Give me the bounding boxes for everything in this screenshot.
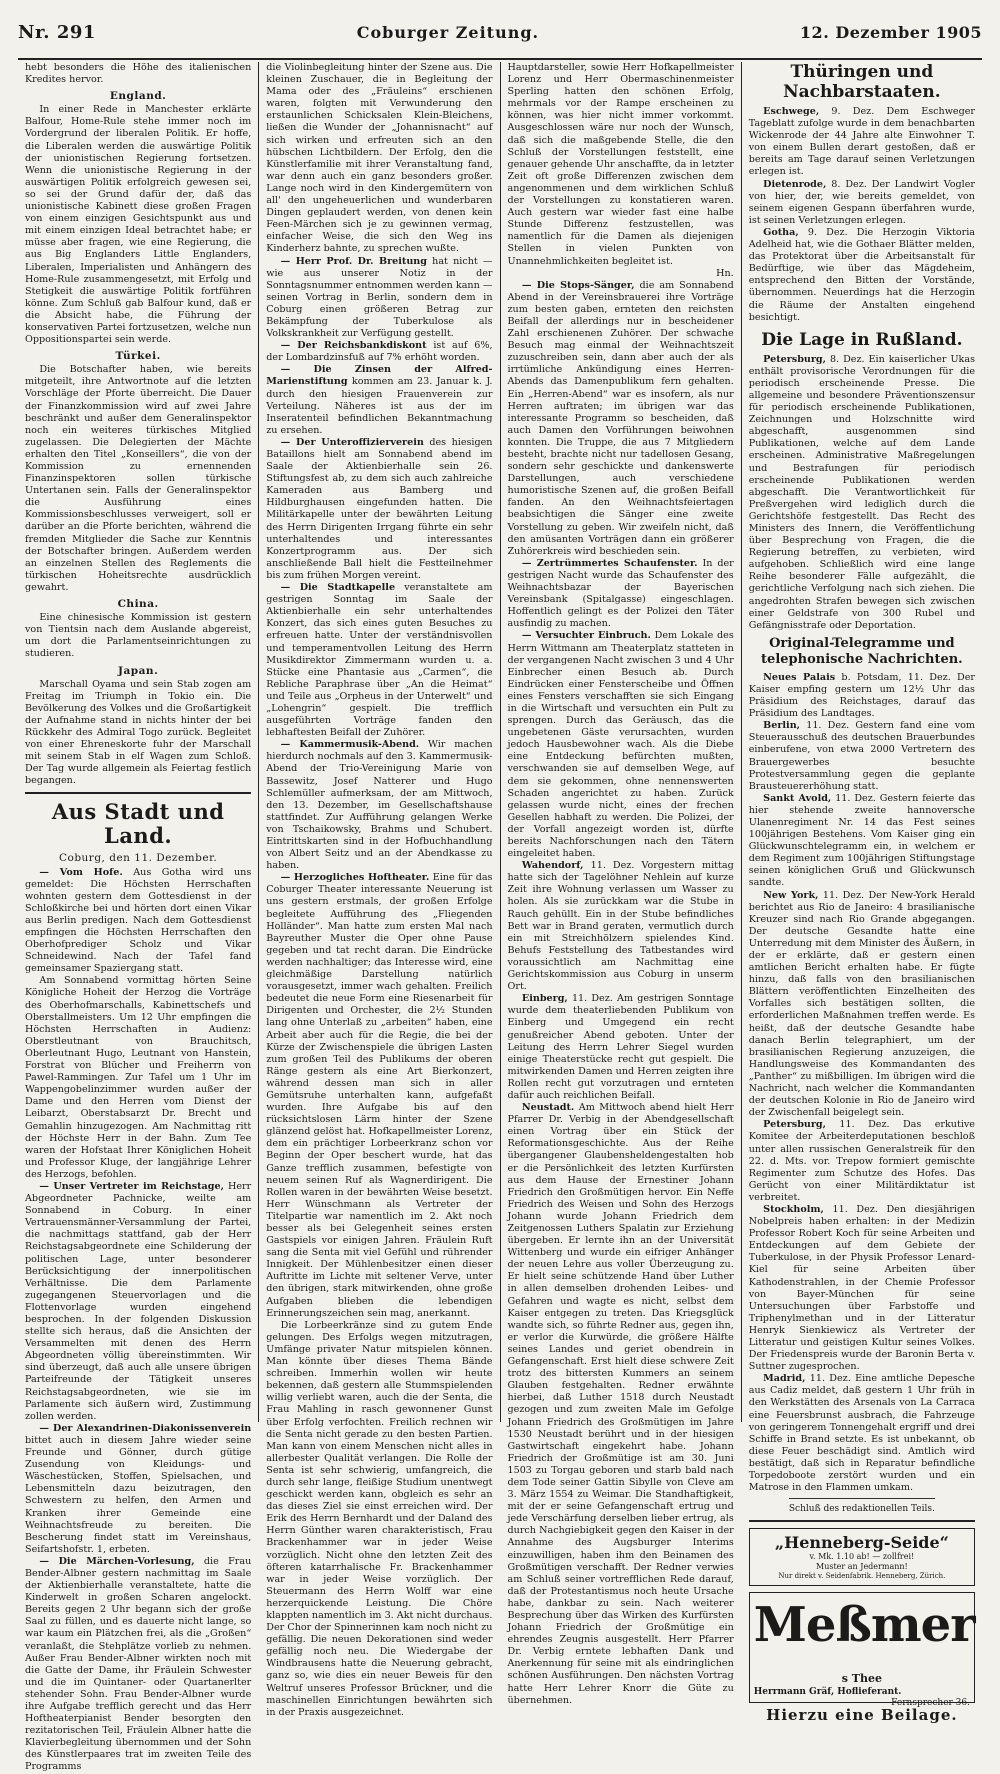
article bbox=[25, 867, 251, 976]
article-text: 11. Dez. Eine amtliche Depesche aus Cadiz meldet, daß gestern 1 Uhr früh in den Werkstätten des Arsenals von La Carraca eine Feuersbrunst ausbrach, die Fahrzeuge von geringerem Tonnengehalt ergriff und drei Schiffe in Brand setzte. Es ist unbekannt, ob diese Feuer beschädigt sind. Amtlich wird bestätigt, daß sich in Reparatur befindliche Torpedoboote zerstört wurden und ein Matrose in den Flammen umkam. bbox=[748, 1373, 975, 1494]
article-text: b. Potsdam, 11. Dez. Der Kaiser empfing gestern um 12½ Uhr das Präsidium des Reichstages, darauf das Präsidium des Landtages. bbox=[748, 671, 975, 720]
article-text: 9. Dez. Dem Eschweger Tageblatt zufolge wurde in dem benachbarten Wickenrode der 44 Jahre alte Einwohner T. von einem Bullen derart gestoßen, daß er bereits am Tage darauf seinen Verletzungen erlegen ist. bbox=[748, 106, 975, 178]
article-keyword: Petersburg, bbox=[763, 353, 826, 365]
article bbox=[749, 354, 975, 632]
article bbox=[25, 1181, 251, 1423]
article-text: 11. Dez. Gestern feierte das hier stehende zweite hannoversche Ulanenregiment Nr. 14 das Fest seines 100jährigen Bestehens. Vom Kaiser ging ein Glückwunschtelegramm ein, in welchem er dem Regiment zum 100jährigen Stiftungstage seinen königlichen Gruß und Glückwunsch sandte. bbox=[748, 792, 975, 889]
article bbox=[749, 179, 975, 227]
ad-brand: Meßmer bbox=[753, 1597, 975, 1654]
paragraph: die Violinbegleitung hinter der Szene aus. Die kleinen Zuschauer, die in Begleitung der Mama oder des „Fräuleins“ erschienen waren, folgten mit Verwunderung den erstaunlichen Schicksalen Klein-Bleichens, ließen die Wunder der „Johannisnacht“ auf sich wirken und erfreuten sich an den hübschen Lichtbildern. Der Erfolg, den die Künstlerfamilie mit ihrer Veranstaltung fand, war denn auch ein ganz besonders großer. Lange noch wird in den Kindergemütern von all' den ungeheuerlichen und wunderbaren Dingen geplaudert werden, von denen kein Feen-Märchen sich je zu gewinnen vermag, einfacher Weise, die sich den Weg ins Kinderherz bahnte, zu sprechen wußte. bbox=[266, 62, 493, 255]
article-text: Dem Lokale des Herrn Wittmann am Theaterplatz statteten in der vergangenen Nacht zwischen 3 und 4 Uhr Einbrecher einen Besuch ab. Durch Eindrücken einer Fensterscheibe und Öffnen eines Fensters verschafften sie sich Eingang in die Wirtschaft und versuchten ein Pult zu sprengen. Durch das Geräusch, das die ungebetenen Gäste verursachten, wurden jedoch Hausbewohner wach. Als die Diebe eine Entdeckung befürchten mußten, verschwanden sie auf demselben Wege, auf dem sie gekommen, ohne nennenswerten Schaden angerichtet zu haben. Zurück gelassen wurde nicht, eines der frechen Gesellen habhaft zu werden. Die Polizei, der der Vorfall angezeigt worden ist, dürfte bereits Nachforschungen nach den Tätern eingeleitet haben. bbox=[507, 630, 734, 860]
article-keyword: Madrid, bbox=[763, 1373, 806, 1385]
article-text: In der gestrigen Nacht wurde das Schaufenster des Weihnachtsbazar der Bayerischen Vereinsbank (Spitalgasse) eingeschlagen. Hoffentlich gelingt es der Polizei den Täter ausfindig zu machen. bbox=[507, 557, 734, 630]
article-keyword: Neues Palais bbox=[763, 671, 836, 683]
article bbox=[266, 364, 492, 437]
article-text: 11. Dez. Am gestrigen Sonntage wurde dem theaterliebenden Publikum von Einberg und Umgegend ein recht genußreicher Abend geboten. Unter der Leitung des Herrn Lehrer Siegel wurden einige Theaterstücke recht gut gespielt. Die mitwirkenden Damen und Herren zeigten ihre Rollen recht gut vorzutragen und ernteten dafür auch reichlichen Beifall. bbox=[507, 993, 734, 1101]
article-text: Wir machen hierdurch nochmals auf den 3. Kammermusik-Abend der Trio-Vereinigung Marie von Bassewitz, Josef Natterer und Hugo Schlemüller aufmerksam, der am Mittwoch, den 13. Dezember, im Gesellschaftshause stattfindet. Zur Aufführung gelangen Werke von Tschaikowsky, Brahms und Schubert. Eintrittskarten sind in der Hofbuchhandlung von Albert Seitz und an der Abendkasse zu haben. bbox=[266, 739, 493, 872]
article-keyword: — Die Märchen-Vorlesung, bbox=[39, 1555, 195, 1567]
article-keyword: — Herzogliches Hoftheater. bbox=[280, 872, 430, 884]
article-text: 9. Dez. Die Herzogin Viktoria Adelheid hat, wie die Gothaer Blätter melden, das Protektorat über die Arbeitsanstalt für Bedürftige, wie über das Mägdeheim, entsprechend den Bitten der Vorstände, übernommen. Neuerdings hat die Herzogin die Räume der Anstalten eingehend besichtigt. bbox=[748, 226, 975, 323]
article bbox=[508, 860, 734, 993]
ad-dealer-line bbox=[753, 1687, 970, 1709]
article bbox=[749, 793, 975, 890]
article bbox=[749, 227, 975, 324]
article bbox=[508, 1102, 734, 1707]
masthead-rule bbox=[18, 58, 982, 60]
article-keyword: Petersburg, bbox=[763, 1119, 826, 1131]
article-text: 8. Dez. Der Landwirt Vogler von hier, der, wie bereits gemeldet, von seinem eigenen Gespann überfahren wurde, ist seinen Verletzungen erlegen. bbox=[748, 178, 975, 226]
article-text: kommen am 23. Januar k. J. durch den hiesigen Frauenverein zur Verteilung. Näheres ist aus der im Inseratenteil befindlichen Bekanntmachung zu ersehen. bbox=[266, 376, 493, 436]
article-text: veranstaltete am gestrigen Sonntag im Saale der Aktienbierhalle ein sehr unterhaltendes Konzert, das sich eines guten Besuches zu erfreuen hatte. Unter der verständnisvollen und temperamentvollen Leitung des Herrn Musikdirektor Zimmermann wurden u. a. Stücke eine Phantasie aus „Carmen“, die Rebliche Paraphrase über „An die Heimat“ und Teile aus „Orpheus in der Unterwelt“ und „Lohengrin“ gespielt. Die trefflich ausgeführten Vorträge fanden den lebhaftesten Beifall der Zuhörer. bbox=[266, 582, 493, 739]
newspaper-title: Coburger Zeitung. bbox=[356, 23, 540, 42]
article bbox=[266, 872, 492, 1319]
article-keyword: — Der Unteroffizierverein bbox=[280, 436, 424, 448]
article-text: 11. Dez. Der New-York Herald berichtet aus Rio de Janeiro: 4 brasilianische Kreuzer sind nach Rio Grande abgegangen. Der deutsche Gesandte hatte eine Unterredung mit dem Minister des Äußern, in der er erklärte, daß er gestern einen amtlichen Bericht erhalten habe. Er fügte hinzu, daß falls von den brasilianischen Blättern veröffentlichten Einzelheiten des Vorfalles sich bestätigen sollten, die erforderlichen Maßnahmen treffen werde. Es heißt, daß der deutsche Gesandte habe danach Berlin telegraphiert, um der brasilianischen Regierung anzuzeigen, die Handlungsweise des Kommandanten des „Panther“ zu mißbilligen. Im übrigen wird die Nachricht, nach welcher die Kommandanten der deutschen Kolonie in Rio de Janeiro wird der Zwischenfall beigelegt sein. bbox=[748, 889, 975, 1119]
paragraph: Am Sonnabend vormittag hörten Seine Königliche Hoheit der Herzog die Vorträge des Oberhofmarschalls, Kabinettschefs und Oberstallmeisters. Um 12 Uhr empfingen die Höchsten Herrschaften in Audienz: Oberstleutnant von Brauchitsch, Oberleutnant Hugo, Leutnant von Hanstein, Forstrat von Blücher und Freiherrn von Pawel-Rammingen. Zur Tafel um 1 Uhr im Wappengobelinzimmer wurden außer der Dame und den Herren vom Dienst der Leibarzt, Oberstabsarzt Dr. Brecht und Gemahlin hinzugezogen. Am Nachmittag ritt der Höchste Herr in der Bahn. Zum Tee waren der Hofstaat Ihrer Königlichen Hoheit und Professor Kluge, der langjährige Lehrer des Herzogs, befohlen. bbox=[25, 975, 252, 1180]
article bbox=[266, 582, 492, 739]
article-keyword: — Zertrümmertes Schaufenster. bbox=[521, 557, 698, 569]
article-keyword: Neustadt. bbox=[521, 1102, 575, 1114]
ad-samples: Muster an Jedermann! bbox=[816, 1562, 908, 1572]
headline-stadt-und-land: Aus Stadt und Land. bbox=[51, 799, 225, 849]
article-keyword: — Vom Hofe. bbox=[39, 866, 123, 878]
article bbox=[749, 672, 975, 720]
headline-telegramme: Original-Telegramme und telephonische Nachrichten. bbox=[761, 635, 963, 667]
section-heading-tuerkei: Türkei. bbox=[115, 350, 161, 363]
article-keyword: New York, bbox=[763, 889, 819, 901]
divider bbox=[25, 792, 251, 794]
article bbox=[749, 1119, 975, 1204]
paragraph: hebt besonders die Höhe des italienischen Kredites hervor. bbox=[25, 62, 252, 86]
article-text: des hiesigen Bataillons hielt am Sonnabend abend im Saale der Aktienbierhalle sein 26. Stiftungsfest ab, zu dem sich auch zahlreiche Kameraden aus Bamberg und Hildburghausen eingefunden hatten. Die Militärkapelle unter der bewährten Leitung des Herrn Dirigenten Irrgang führte ein sehr unterhaltendes und interessantes Konzertprogramm aus. Der sich anschließende Ball hielt die Festteilnehmer bis zum frühen Morgen vereint. bbox=[266, 436, 493, 581]
article-keyword: — Die Zinsen der Alfred-Marienstiftung bbox=[266, 364, 493, 388]
ad-price: v. Mk. 1.10 ab! — zollfrei! bbox=[809, 1552, 915, 1562]
section-heading-japan: Japan. bbox=[118, 664, 159, 677]
headline-thueringen: Thüringen und Nachbarstaaten. bbox=[783, 62, 941, 102]
ad-title: „Henneberg-Seide“ bbox=[774, 1533, 949, 1553]
article bbox=[749, 106, 975, 179]
article-text: 11. Dez. Vorgestern mittag hatte sich der Tagelöhner Nehlein auf kurze Zeit ihre Wohnung verlassen um Wasser zu holen. Als sie zurückkam war die Stube in Rauch gehüllt. Ein in der Stube befindliches Bett war in Brand geraten, vermutlich durch ein mit Streichhölzern spielendes Kind. Behufs Feststellung des Tatbestandes wird voraussichtlich am Nachmittag eine Gerichtskommission aus Coburg in unserm Ort. bbox=[507, 860, 734, 993]
ad-source: Nur direkt v. Seidenfabrik. Henneberg, Zürich. bbox=[778, 1572, 946, 1581]
column-1 bbox=[18, 62, 259, 1773]
article bbox=[266, 437, 492, 582]
end-of-editorial-note: Schluß des redaktionellen Teils. bbox=[788, 1504, 935, 1515]
article-text: ist auf 6%, der Lombardzinsfuß auf 7% erhöht worden. bbox=[266, 340, 493, 364]
article-text: hat nicht — wie aus unserer Notiz in der Sonntagsnummer entnommen werden kann — seinen Vortrag in Berlin, sondern dem in Coburg einen größeren Betrag zur Bekämpfung der Tuberkulose als Volkskrankheit zur Verfügung gestellt. bbox=[266, 255, 493, 340]
paragraph: In einer Rede in Manchester erklärte Balfour, Home-Rule stehe immer noch im Vordergrund der liberalen Politik. Er hoffe, die Liberalen werden die auswärtige Politik der unionistischen Regierung fortsetzen. Wenn die unionistische Regierung in der auswärtigen Politik erfolgreich gewesen sei, so sei der Grund dafür der, daß das unionistische Kabinett diese großen Fragen von einem einzigen Gesichtspunkt aus und mit einem einzigen Ideal betrachtet habe; er müsse aber fragen, wie eine Regierung, die aus Big Englanders Little Englanders, Liberalen, Imperialisten und Anhängern des Home-Rule zusammengesetzt, mit Erfolg und Stetigkeit die auswärtige Politik fortführen könne. Zum Schluß gab Balfour kund, daß er die Absicht habe, die Führung der konservativen Partei fortzusetzen, welche nun Oppositionspartei sein werde. bbox=[25, 104, 252, 346]
article-keyword: — Der Alexandrinen-Diakonissenverein bbox=[39, 1422, 252, 1434]
paragraph: Marschall Oyama und sein Stab zogen am Freitag im Triumph in Tokio ein. Die Bevölkerung des Volkes und die Großartigkeit der Aufnahme stand in nichts hinter der bei Rückkehr des Admiral Togo zurück. Begleitet von einer Ehreneskorte fuhr der Marschall mit seinem Stab in elf Wagen zum Schloß. Der Tag wurde allgemein als Feiertag festlich begangen. bbox=[25, 678, 252, 787]
article bbox=[749, 1373, 975, 1494]
ad-phone: Fernsprecher 36. bbox=[891, 1698, 970, 1709]
paragraph: Hauptdarsteller, sowie Herr Hofkapellmeister Lorenz und Herr Obermaschinenmeister Sperling hatten den schönen Erfolg, mehrmals vor der Rampe erscheinen zu können, was hier nicht immer vorkommt. Ausgeschlossen wäre nur noch der Wunsch, daß sich die maßgebende Stelle, die den Schluß der Vorstellungen feststellt, eine genauer gehende Uhr anschaffte, da in letzter Zeit oft große Differenzen zwischen dem angenommenen und dem wirklichen Schluß der Vorstellungen zu konstatieren waren. Auch gestern war wieder fast eine halbe Stunde Differenz festzustellen, was namentlich für die Damen als diejenigen Stellen in vielen Punkten von Unannehmlichkeiten begleitet ist. bbox=[507, 62, 734, 267]
ad-brand-sub: s Thee bbox=[841, 1672, 882, 1686]
article-keyword: Dietenrode, bbox=[763, 178, 827, 190]
paragraph: Eine chinesische Kommission ist gestern von Tientsin nach dem Auslande abgereist, um dort die Parlamentseinrichtungen zu studieren. bbox=[25, 612, 252, 660]
paragraph: Die Botschafter haben, wie bereits mitgeteilt, ihre Antwortnote auf die letzten Vorschläge der Pforte überreicht. Die Dauer der Finanzkommission wird auf zwei Jahre beschränkt und außer dem Generalinspektor noch ein weiteres türkisches Mitglied zugelassen. Die Delegierten der Mächte erhalten den Titel „Konseillers“, die von der Kommission zu ernennenden Finanzinspektoren sollen türkische Untertanen sein. Falls der Generalinspektor die Ausführung eines Kommissionsbeschlusses verweigert, soll er darüber an die Pforte berichten, während die fremden Mitglieder die Sache zur Kenntnis der Botschafter bringen. Außerdem werden an einzelnen Stellen des Reglements die türkischen Hoheitsrechte ausdrücklich gewahrt. bbox=[25, 364, 252, 593]
article-keyword: Stockholm, bbox=[763, 1203, 824, 1215]
article-keyword: Wahendorf, bbox=[521, 860, 584, 872]
article-keyword: — Kammermusik-Abend. bbox=[280, 739, 420, 751]
article-keyword: — Versuchter Einbruch. bbox=[521, 630, 651, 642]
article bbox=[25, 1423, 251, 1556]
paragraph: Die Lorbeerkränze sind zu gutem Ende gelungen. Des Erfolgs wegen mitzutragen, Umfänge privater Natur mitspielen können. Man könnte über dieses Thema Bände schreiben. Immerhin wollen wir heute bekennen, daß gestern alle Stummspielenden willig verliebt waren, auch die der Senta, die Frau Mahling in rasch gewonnener Gunst über Erfolg verfochten. Freilich rechnen wir die Senta nicht gerade zu den besten Partien. Man kann von einem Menschen nicht alles in allerbester Qualität verlangen. Die Rolle der Senta ist sehr schwierig, umfangreich, die durch sehr lange, fleißige Studium unentwegt geschickt werden kann, obgleich es sehr an das dieses Ziel sie einst erreichen wird. Der Erik des Herrn Bernhardt und der Daland des Herrn Günther waren charakteristisch, Frau Brackenhammer war in jeder Weise vorzüglich. Nicht ohne den letzten Zeit des öfteren katarrhalische Fr. Brackenhammer war in jeder Weise vorzüglich. Der Steuermann des Herrn Wolff war eine herzerquickende Leistung. Die Chöre klappten namentlich im 3. Akt nicht durchaus. Der Chor der Spinnerinnen kam noch nicht zu gefällig. Die neuen Dekorationen sind weder gefällig noch neu. Die Wiedergabe der Windbrausens hatte die Neuerung gebracht, ganz so, wie dies ein neuer Beweis für den Weltruf unseres Professor Brückner, und die maschinellen Einrichtungen bewährten sich in der Praxis ausgezeichnet. bbox=[266, 1319, 493, 1718]
article-keyword: — Die Stops-Sänger, bbox=[521, 279, 635, 291]
article-text: Herr Abgeordneter Pachnicke, weilte am Sonnabend in Coburg. In einer Vertrauensmänner-Versammlung der Partei, die nachmittags stattfand, gab der Herr Reichstagsabgeordnete eine Schilderung der politischen Lage, unter besonderer Berücksichtigung der innerpolitischen Verhältnisse. Die dem Parlamente zugegangenen Steuervorlagen und die Flottenvorlage wurden eingehend besprochen. In der folgenden Diskussion stellte sich heraus, daß die Ansichten der Versammelten mit denen des Herrn Abgeordneten völlig übereinstimmten. Wir sind überzeugt, daß auch alle unsere übrigen Parteifreunde der Tätigkeit unseres Reichstagsabgeordneten, wie sie im Parlamente sich äußern wird, Zustimmung zollen werden. bbox=[25, 1180, 252, 1422]
article-text: die Frau Bender-Albner gestern nachmittag im Saale der Aktienbierhalle veranstaltete, hatte die Kinderwelt in großen Scharen angelockt. Bereits gegen 2 Uhr begann sich der große Saal zu füllen, und es dauerte nicht lange, so war kaum ein Plätzchen frei, als die „Großen“ veranlaßt, die Stehplätze vorlieb zu nehmen. Außer Frau Bender-Albner wirkten noch mit die Gatte der Dame, ihr Fräulein Schwester und die im Quintaner- oder Quartanerlter stehender Sohn. Frau Bender-Albner wurde ihre Aufgabe trefflich gerecht und das Herr Hoftheaterpianist Bender besorgten den rezitatorischen Teil, Fräulein Albner hatte die Klavierbegleitung übernommen und der Sohn des Künstlerpaares trat im zweiten Teile des Programms bbox=[25, 1555, 252, 1773]
article-text: 8. Dez. Ein kaiserlicher Ukas enthält provisorische Verordnungen für die periodisch erscheinende Presse. Die allgemeine und besondere Präventionszensur für periodisch erscheinende Publikationen, Zeichnungen und Holzschnitte wird abgeschafft, ausgenommen sind Publikationen, welche auf dem Lande erscheinen. Administrative Maßregelungen und Bestrafungen für periodisch erscheinende Publikationen werden abgeschafft. Die Verantwortlichkeit für Preßvergehen wird lediglich durch die Gerichtshöfe festgestellt. Das Recht des Ministers des Innern, die Veröffentlichung über Besprechung von Fragen, die die Regierung betreffen, zu verbieten, wird aufgehoben. Schließlich wird eine lange Reihe besonderer Fälle aufgezählt, die gerichtliche Verfolgung nach sich ziehen. Die angedrohten Strafen bewegen sich zwischen einer Geldstrafe von 300 Rubel und Gefängnisstrafe oder Deportation. bbox=[748, 353, 975, 631]
dateline: Coburg, den 11. Dezember. bbox=[58, 852, 218, 865]
divider bbox=[789, 1498, 935, 1499]
article-keyword: Berlin, bbox=[763, 720, 801, 732]
section-heading-england: England. bbox=[109, 90, 167, 103]
article-keyword: Gotha, bbox=[763, 226, 799, 238]
article bbox=[266, 256, 492, 341]
article-text: bittet auch in diesem Jahre wieder seine Freunde und Gönner, durch gütige Zusendung von Kleidungs- und Wäschestücken, Stoffen, Spielsachen, und Lebensmitteln dazu beizutragen, den Schwestern zu helfen, den Armen und Kranken ihrer Gemeinde eine Weihnachtsfreude zu bereiten. Die Bescherung findet statt im Vereinshaus, Seifartshofstr. 1, erbeten. bbox=[25, 1434, 252, 1555]
ad-dealer: Herrmann Gräf, Hoflieferant. bbox=[753, 1687, 902, 1698]
article-text: die am Sonnabend Abend in der Vereinsbrauerei ihre Vorträge zum besten gaben, ernteten den reichsten Beifall der allerdings nur in bescheidener Zahl erschienenen Zuhörer. Der schwache Besuch mag einmal der Weihnachtszeit zuzuschreiben sein, dann aber auch der als irrtümliche Ankündigung eines Herren-Abends das Damenpublikum fern gehalten. Ein „Herren-Abend“ war es insofern, als nur Herren auftraten; im übrigen war das interessante Programm so bescheiden, daß auch Damen den Vorführungen beiwohnen konnten. Die Truppe, die aus 7 Mitgliedern besteht, brachte nicht nur tadellosen Gesang, sondern sehr geschickte und dankenswerte Darstellungen, auch verschiedene humoristische Szenen auf, die großen Beifall fanden. An den Weihnachtsfeiertagen beabsichtigen die Sänger eine zweite Vorstellung zu geben. Wir zweifeln nicht, daß den amüsanten Vorträgen dann ein größerer Zuhörerkreis wird beschieden sein. bbox=[507, 279, 734, 557]
columns bbox=[18, 62, 982, 1773]
article-keyword: Einberg, bbox=[521, 993, 568, 1005]
article-keyword: — Unser Vertreter im Reichstage, bbox=[39, 1180, 224, 1192]
article bbox=[749, 1204, 975, 1373]
advertisement-henneberg bbox=[749, 1528, 975, 1586]
article bbox=[508, 630, 734, 860]
article bbox=[749, 720, 975, 793]
article-keyword: — Der Reichsbankdiskont bbox=[280, 340, 427, 352]
column-4 bbox=[742, 62, 982, 1725]
article-text: Eine für das Coburger Theater interessante Neuerung ist uns gestern erstmals, der großen Erfolge begleitete Aufführung des „Fliegenden Holländer“. Man hatte zum ersten Mal nach Bayreuther Muster die Oper ohne Pause gegeben und tat recht daran. Die Eindrücke werden nachhaltiger; das Interesse wird, eine gleichmäßige Darstellung natürlich vorausgesetzt, immer wach gehalten. Freilich bedeutet die neue Form eine Riesenarbeit für Dirigenten und Orchester, die 2½ Stunden lang ohne Unterlaß zu „arbeiten“ haben, eine Arbeit aber auch für die Regie, die bei der Kürze der Zwischenspiele die übrigen Lasten zum großen Teil des Publikums der oberen Ränge gestern als eine Art Bierkonzert, während dessen man sich in aller Gemütsruhe unterhalten kann, aufgefaßt wurden. Ihre Aufgabe bis auf den rücksichtslosen Lärm hinter der Szene glänzend gelöst hat. Hofkapellmeister Lorenz, dem ein prächtiger Lorbeerkranz schon vor Beginn der Oper beschert wurde, hat das Ganze trefflich zusammen, befestigte von neuem seinen Ruf als Wagnerdirigent. Die Rollen waren in der bewährten Weise besetzt. Herr Wünschmann als Vertreter der Titelpartie war namentlich im 2. Akt noch besser als bei Gelegenheit seines ersten Gastspiels vor einigen Jahren. Fräulein Ruft sang die Senta mit viel Gefühl und rührender Innigkeit. Der Mühlenbesitzer einen dieser Auftritte im Lichte mit seltener Verve, unter den übrigen, stark mitwirkenden, ohne große Aufgaben blieben die lebendigen Erinnerungszeichen sein mag, anerkannt. bbox=[266, 872, 493, 1319]
supplement-note: Hierzu eine Beilage. bbox=[766, 1706, 958, 1725]
article-keyword: Eschwege, bbox=[763, 106, 820, 117]
article bbox=[266, 739, 492, 872]
article-text: 11. Dez. Gestern fand eine vom Steuerausschuß des deutschen Brauerbundes einberufene, von etwa 2000 Vertretern des Brauergewerbes besuchte Protestversammlung gegen die geplante Brausteuererhöhung statt. bbox=[748, 720, 975, 792]
issue-date: 12. Dezember 1905 bbox=[799, 23, 982, 42]
headline-lage-russland: Die Lage in Rußland. bbox=[761, 329, 963, 350]
divider bbox=[749, 1520, 975, 1522]
article bbox=[508, 558, 734, 631]
author-signature: Hn. bbox=[716, 267, 734, 279]
issue-number: Nr. 291 bbox=[18, 22, 96, 43]
article bbox=[25, 1556, 251, 1774]
masthead bbox=[18, 22, 982, 52]
article-keyword: — Herr Prof. Dr. Breitung bbox=[280, 255, 427, 267]
article-keyword: Sankt Avold, bbox=[763, 792, 832, 804]
article-text: Aus Gotha wird uns gemeldet: Die Höchsten Herrschaften wohnten gestern dem Gottesdienst in der Schloßkirche bei und hörten dort einen Vikar aus Berlin predigen. Nach dem Gottesdienst empfingen die Höchsten Herrschaften den Oberhofprediger Scholz und Vikar Schneidewind. Nach der Tafel fand gemeinsamer Spaziergang statt. bbox=[25, 866, 252, 975]
article bbox=[508, 280, 734, 558]
article-text: Am Mittwoch abend hielt Herr Pfarrer Dr. Verbig in der Abendgesellschaft einen Vortrag über ein Stück der Reformationsgeschichte. Aus der Reihe übergangener Glaubensheldengestalten hob er die Persönlichkeit des letzten Kurfürsten aus dem Hause der Ernestiner Johann Friedrich den Großmütigen hervor. Ein Neffe Friedrich des Weisen und Sohn des Herzogs Johann wurde Johann Friedrich dem Zeitgenossen Luthers Spalatin zur Erziehung übergeben. Er lernte ihn an der Universität Wittenberg und wurde ein eifriger Anhänger der neuen Lehre aus voller Überzeugung zu. Er hielt seine schützende Hand über Luther in allen demselben drohenden Leibes- und Gefahren und wagte es nicht, selbst dem Kaiser entgegen zu treten. Das Kriegsglück wandte sich, so führte Redner aus, gegen ihn, er verlor die Kurwürde, die größere Hälfte seines Landes und geriet obendrein in Gefangenschaft. Erst hielt diese schwere Zeit trotz des bittersten Kummers an seinem Glauben festgehalten. Redner erwähnte hierbei, daß Luther 1518 durch Neustadt gezogen und zum zweiten Male im Gefolge Johann Friedrich des Großmütigen im Jahre 1530 Neustadt berührt und in der hiesigen Gastwirtschaft eingekehrt habe. Johann Friedrich der Großmütige ist am 30. Juni 1503 zu Torgau geboren und starb bald nach dem Tode seiner Gattin Sibylle von Cleve am 3. März 1554 zu Weimar. Die Standhaftigkeit, mit der er seine Gefangenschaft ertrug und jede Verschärfung derselben lieber ertrug, als durch Nachgiebigkeit gegen den Kaiser in der Annahme des Augsburger Interims einzuwilligen, haben ihm den Beinamen des Großmütigen verschafft. Der Redner verwies am Schluß seiner vortrefflichen Rede darauf, daß der Protestantismus noch heute Ursache habe, dankbar zu sein. Nach weiterer Besprechung über das Wirken des Kurfürsten Johann Friedrich der Großmütige ein ehrendes Zeugnis ausgestellt. Herr Pfarrer Dr. Verbig erntete lebhaften Dank und Anerkennung für seine mit als eindringlichen schönen Ausführungen. Den nächsten Vortrag hatte Herr Lehrer Knorr die Güte zu übernehmen. bbox=[507, 1102, 734, 1706]
column-2 bbox=[259, 62, 500, 1718]
section-heading-china: China. bbox=[117, 598, 159, 611]
column-3 bbox=[501, 62, 742, 1706]
article bbox=[508, 993, 734, 1102]
article bbox=[749, 890, 975, 1120]
article-keyword: — Die Stadtkapelle bbox=[280, 582, 396, 594]
article-text: 11. Dez. Den diesjährigen Nobelpreis haben erhalten: in der Medizin Professor Robert Koch für seine Arbeiten und Entdeckungen auf dem Gebiete der Tuberkulose, in der Physik Professor Lenard-Kiel für seine Arbeiten über Kathodenstrahlen, in der Chemie Professor von Bayer-München für seine Untersuchungen über Farbstoffe und Triphenylmethan und in der Litteratur Henryk Sienkiewicz als Vertreter der Litteratur und geistigen Kultur seines Volkes. Der Friedenspreis wurde der Baronin Berta v. Suttner zugesprochen. bbox=[748, 1203, 975, 1373]
article bbox=[266, 340, 492, 364]
article-text: 11. Dez. Das erkutive Komitee der Arbeiterdeputationen beschloß unter allen russischen Generalstreik für den 22. d. Mts. vor. Trepow formiert gemischte Regimenter zum Schutze des Hofes. Das Gerücht von einer Militärdiktatur ist verbreitet. bbox=[748, 1119, 975, 1203]
advertisement-messmer bbox=[749, 1592, 975, 1709]
